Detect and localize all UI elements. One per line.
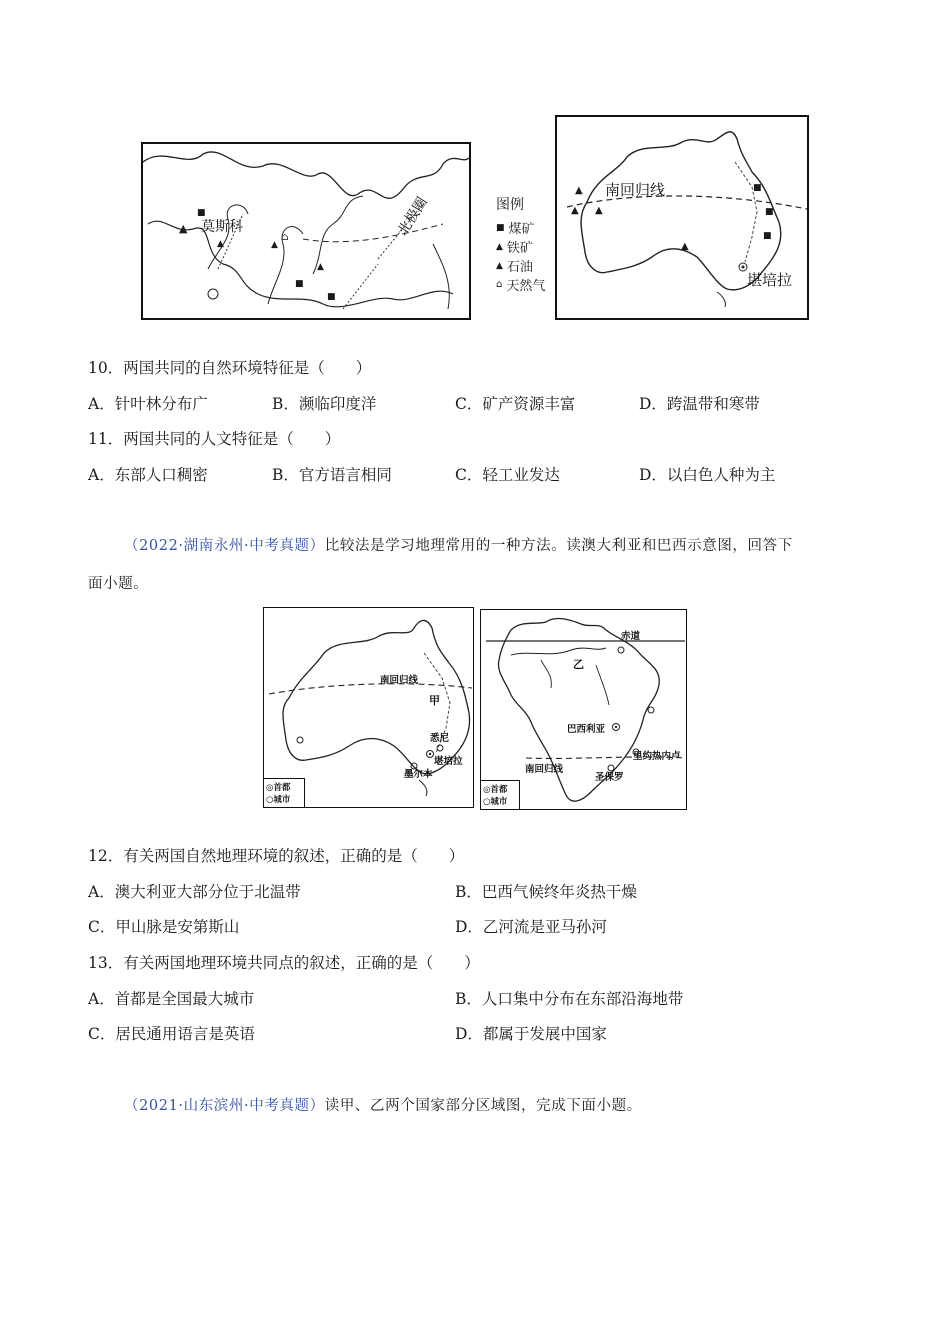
legend-title: 图例: [496, 197, 524, 213]
equator-label: 赤道: [621, 631, 641, 642]
section2-text: 比较法是学习地理常用的一种方法。读澳大利亚和巴西示意图，回答下: [324, 538, 793, 554]
q10-option-a[interactable]: A．针叶林分布广: [88, 395, 208, 413]
section2-text-cont: 面小题。: [88, 576, 149, 592]
section3-text: 读甲、乙两个国家部分区域图，完成下面小题。: [324, 1098, 642, 1114]
question-13-stem: 13．有关两国地理环境共同点的叙述，正确的是（ ）: [88, 954, 480, 972]
iron-marker: ▲: [681, 241, 689, 252]
coal-marker: ■: [763, 231, 772, 241]
q12-option-a[interactable]: A．澳大利亚大部分位于北温带: [88, 883, 301, 901]
coal-marker: ■: [327, 292, 336, 302]
oil-marker: ▲: [271, 240, 278, 250]
iron-marker: ▲: [571, 205, 579, 216]
legend-item-oil: ▲ 石油: [496, 260, 533, 275]
legend-capital: ◎首都: [483, 785, 508, 795]
australia-map-2: [263, 607, 474, 808]
gas-icon: ⌂: [496, 279, 503, 290]
iron-marker: ▲: [317, 262, 324, 272]
section2-source: （2022·湖南永州·中考真题）: [124, 538, 325, 554]
saopaulo-label: 圣保罗: [595, 772, 624, 783]
legend-box: [264, 778, 305, 807]
q11-option-b[interactable]: B．官方语言相同: [272, 466, 392, 484]
rio-label: 里约热内卢: [633, 751, 681, 762]
legend-city: ○城市: [266, 795, 291, 805]
melbourne-label: 墨尔本: [404, 769, 433, 780]
mountain-jia-label: 甲: [429, 694, 440, 707]
tropic-label: 南回归线: [605, 181, 666, 199]
canberra-label: 堪培拉: [747, 271, 793, 289]
brazil-map-drawing: [481, 610, 685, 808]
legend-item-gas: ⌂ 天然气: [496, 279, 546, 294]
q10-option-d[interactable]: D．跨温带和寒带: [639, 395, 760, 413]
iron-icon: ▲: [496, 241, 503, 252]
q12-option-c[interactable]: C．甲山脉是安第斯山: [88, 918, 240, 936]
q13-option-d[interactable]: D．都属于发展中国家: [455, 1025, 607, 1043]
section2-intro: [124, 534, 793, 555]
section3-source: （2021·山东滨州·中考真题）: [124, 1098, 325, 1114]
russia-map-drawing: [143, 144, 469, 318]
oil-marker: ▲: [217, 239, 224, 249]
brazil-map: [480, 609, 687, 810]
q12-option-b[interactable]: B．巴西气候终年炎热干燥: [455, 883, 637, 901]
iron-marker: ▲: [575, 185, 583, 196]
coal-icon: ■: [496, 222, 505, 233]
q13-option-a[interactable]: A．首都是全国最大城市: [88, 990, 255, 1008]
river-yi-label: 乙: [573, 658, 584, 671]
sydney-label: 悉尼: [430, 733, 450, 744]
coal-marker: ■: [753, 183, 762, 193]
arctic-circle-label: 北极圈: [394, 194, 431, 239]
q10-option-b[interactable]: B．濒临印度洋: [272, 395, 377, 413]
question-10-stem: 10．两国共同的自然环境特征是（ ）: [88, 359, 372, 377]
question-11-stem: 11．两国共同的人文特征是（ ）: [88, 430, 341, 448]
coal-marker: ■: [295, 279, 304, 289]
brasilia-label: 巴西利亚: [567, 724, 606, 735]
q11-option-a[interactable]: A．东部人口稠密: [88, 466, 208, 484]
legend-city: ○城市: [483, 797, 508, 807]
iron-marker: ▲: [179, 222, 188, 235]
iron-marker: ▲: [595, 205, 603, 216]
q11-option-c[interactable]: C．轻工业发达: [455, 466, 560, 484]
map-legend: [496, 194, 556, 294]
tropic-label: 南回归线: [380, 675, 419, 686]
q10-option-c[interactable]: C．矿产资源丰富: [455, 395, 576, 413]
q13-option-c[interactable]: C．居民通用语言是英语: [88, 1025, 255, 1043]
russia-map: [141, 142, 471, 320]
legend-item-iron: ▲ 铁矿: [496, 241, 533, 256]
legend-item-coal: ■ 煤矿: [496, 222, 535, 237]
coal-marker: ■: [765, 207, 774, 217]
coal-marker: ■: [197, 208, 206, 218]
australia-map-2-drawing: [264, 608, 472, 806]
moscow-label: 莫斯科: [201, 219, 243, 235]
legend-capital: ◎首都: [266, 783, 291, 793]
q13-option-b[interactable]: B．人口集中分布在东部沿海地带: [455, 990, 684, 1008]
oil-icon: ▲: [496, 260, 503, 271]
australia-map: [555, 115, 809, 320]
q11-option-d[interactable]: D．以白色人种为主: [639, 466, 776, 484]
q12-option-d[interactable]: D．乙河流是亚马孙河: [455, 918, 607, 936]
legend-box: [481, 780, 520, 809]
gas-marker: ⌂: [281, 232, 289, 243]
question-12-stem: 12．有关两国自然地理环境的叙述，正确的是（ ）: [88, 847, 465, 865]
canberra-label: 堪培拉: [434, 756, 463, 767]
tropic-label: 南回归线: [525, 764, 564, 775]
section3-intro: [124, 1094, 642, 1115]
